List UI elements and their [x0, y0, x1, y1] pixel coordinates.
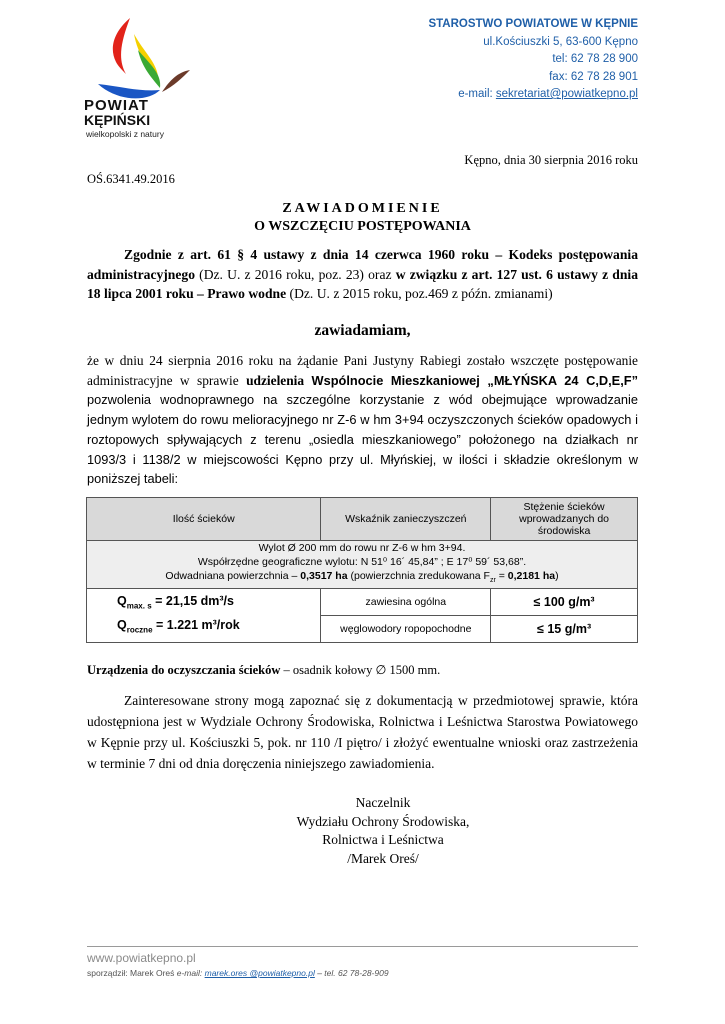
- signature-line: Rolnictwa i Leśnictwa: [322, 832, 444, 847]
- outlet-info-cell: [87, 541, 638, 589]
- logo-tagline: wielkopolski z natury: [86, 129, 164, 139]
- max-flow: [117, 592, 320, 616]
- logo-brown-swoosh: [162, 70, 190, 92]
- max-flow-value: = 21,15 dm³/s: [151, 594, 234, 609]
- legal-basis-water-law-ref: (Dz. U. z 2015 roku, poz.469 z późn. zmianami): [286, 286, 553, 301]
- legal-basis-kpa-ref: (Dz. U. z 2016 roku, poz. 23) oraz: [195, 266, 396, 282]
- office-email-link[interactable]: sekretariat@powiatkepno.pl: [495, 88, 638, 100]
- area-line: [87, 569, 637, 588]
- treatment-devices-line: [87, 662, 440, 678]
- annual-flow-value: = 1.221 m³/rok: [152, 617, 240, 632]
- table-header-cell: Ilość ścieków: [87, 498, 321, 541]
- powiat-kepinski-logo: [78, 14, 198, 140]
- table-header-row: [87, 498, 638, 541]
- treatment-devices-text: – osadnik kołowy ∅ 1500 mm.: [280, 663, 441, 677]
- body-text-1: że w dniu 24 sierpnia 2016 roku na żądanie Pani Justyny Rabiegi zostało wszczęte postępowanie administracyjne w sprawie: [87, 353, 638, 388]
- prepared-email-label: e-mail:: [176, 968, 205, 978]
- signature-line: Wydziału Ochrony Środowiska,: [296, 813, 470, 829]
- outlet-line: Wylot Ø 200 mm do rowu nr Z-6 w hm 3+94.: [258, 542, 466, 554]
- office-email-label: e-mail:: [458, 88, 496, 100]
- logo-text-2: KĘPIŃSKI: [84, 112, 151, 128]
- legal-basis-kpa: Zgodnie z art. 61 § 4 ustawy z dnia 14 czerwca 1960 roku – Kodeks postępowania administracyjnego: [87, 247, 638, 282]
- office-tel: tel: 62 78 28 900: [552, 53, 638, 65]
- discharge-table: [86, 497, 638, 643]
- title-line-1: ZAWIADOMIENIE: [282, 201, 443, 216]
- flow-quantity-cell: [87, 589, 321, 643]
- reduced-close: ): [555, 570, 559, 582]
- coordinates-line: Współrzędne geograficzne wylotu: N 51⁰ 16´ 45,84” ; E 17⁰ 59´ 53,68”.: [197, 556, 527, 568]
- table-info-row: [87, 541, 638, 589]
- signature-block: [283, 794, 483, 868]
- reduced-equals: =: [495, 570, 508, 582]
- notice-text: Zainteresowane strony mogą zapoznać się z dokumentacją w przedmiotowej sprawie, która udostępniona jest w Wydziale Ochrony Środowiska, Rolnictwa i Leśnictwa Starostwa Powiatowego w Kępnie przy ul. Kościuszki 5, pok. nr 110 /I piętro/ i złożyć ewentualne wnioski oraz zastrzeżenia w terminie 7 dni od dnia doręczenia niniejszego zawiadomienia.: [87, 693, 638, 771]
- annual-flow: [117, 616, 320, 640]
- table-row: [87, 589, 638, 616]
- footer-prepared-by: [87, 968, 389, 978]
- table-header-cell: Wskaźnik zanieczyszczeń: [321, 498, 491, 541]
- prepared-by-name: sporządził: Marek Oreś: [87, 968, 177, 978]
- document-reference: OŚ.6341.49.2016: [87, 172, 175, 186]
- parameter-cell: zawiesina ogólna: [321, 589, 491, 616]
- legal-basis-paragraph: [87, 245, 638, 304]
- contact-block: [428, 16, 638, 104]
- logo-green-stroke: [138, 50, 160, 88]
- body-paragraph: [87, 351, 638, 489]
- office-email-line: [428, 86, 638, 104]
- annual-flow-symbol: Q: [117, 617, 127, 632]
- annual-flow-subscript: roczne: [126, 625, 153, 635]
- limit-cell: ≤ 15 g/m³: [491, 616, 638, 643]
- logo-text-1: POWIAT: [84, 97, 149, 114]
- title-line-2: O WSZCZĘCIU POSTĘPOWANIA: [254, 219, 471, 234]
- max-flow-symbol: Q: [117, 594, 127, 609]
- limit-cell: ≤ 100 g/m³: [491, 589, 638, 616]
- signature-line: /Marek Oreś/: [347, 850, 419, 866]
- max-flow-subscript: max. s: [126, 601, 152, 611]
- footer-website[interactable]: www.powiatkepno.pl: [87, 951, 196, 965]
- body-text-2: pozwolenia wodnoprawnego na szczególne korzystanie z wód obejmujące wprowadzanie jednym wylotem do rowu melioracyjnego nr Z-6 w hm 3+94 oczyszczonych ścieków opadowych i roztopowych spływających z terenu „osiedla mieszkaniowego” położonego na działkach nr 1093/3 i 1138/2 w miejscowości Kępno przy ul. Młyńskiej, w ilości i składzie określonym w poniższej tabeli:: [87, 392, 638, 487]
- area-value: 0,3517 ha: [300, 570, 348, 582]
- reduced-subscript: zr: [489, 577, 496, 585]
- prepared-email-link[interactable]: marek.ores @powiatkepno.pl: [204, 968, 315, 978]
- office-name: STAROSTWO POWIATOWE W KĘPNIE: [428, 18, 638, 30]
- body-bold-1: udzielenia: [246, 372, 305, 388]
- reduced-value: 0,2181 ha: [507, 570, 556, 582]
- table-header-cell: Stężenie ścieków wprowadzanych do środowiska: [491, 498, 638, 541]
- logo-red-flame: [113, 18, 130, 74]
- office-address: ul.Kościuszki 5, 63-600 Kępno: [483, 35, 638, 48]
- prepared-tel: – tel. 62 78-28-909: [314, 968, 389, 978]
- area-label: Odwadniana powierzchnia –: [165, 570, 301, 582]
- document-date: Kępno, dnia 30 sierpnia 2016 roku: [464, 153, 638, 167]
- treatment-devices-label: Urządzenia do oczyszczania ścieków: [87, 663, 281, 677]
- signature-line: Naczelnik: [355, 795, 411, 810]
- office-fax: fax: 62 78 28 901: [549, 70, 638, 83]
- reduced-label: (powierzchnia zredukowana F: [347, 570, 490, 582]
- notice-paragraph: [87, 690, 638, 774]
- announcement-heading: zawiadamiam,: [314, 322, 411, 339]
- parameter-cell: węglowodory ropopochodne: [321, 616, 491, 643]
- footer-divider: [87, 946, 638, 947]
- legal-basis-water-law: w związku z art. 127 ust. 6 ustawy z dnia 18 lipca 2001 roku – Prawo wodne: [87, 266, 638, 301]
- body-applicant: Wspólnocie Mieszkaniowej „MŁYŃSKA 24 C,D,E,F”: [311, 372, 638, 388]
